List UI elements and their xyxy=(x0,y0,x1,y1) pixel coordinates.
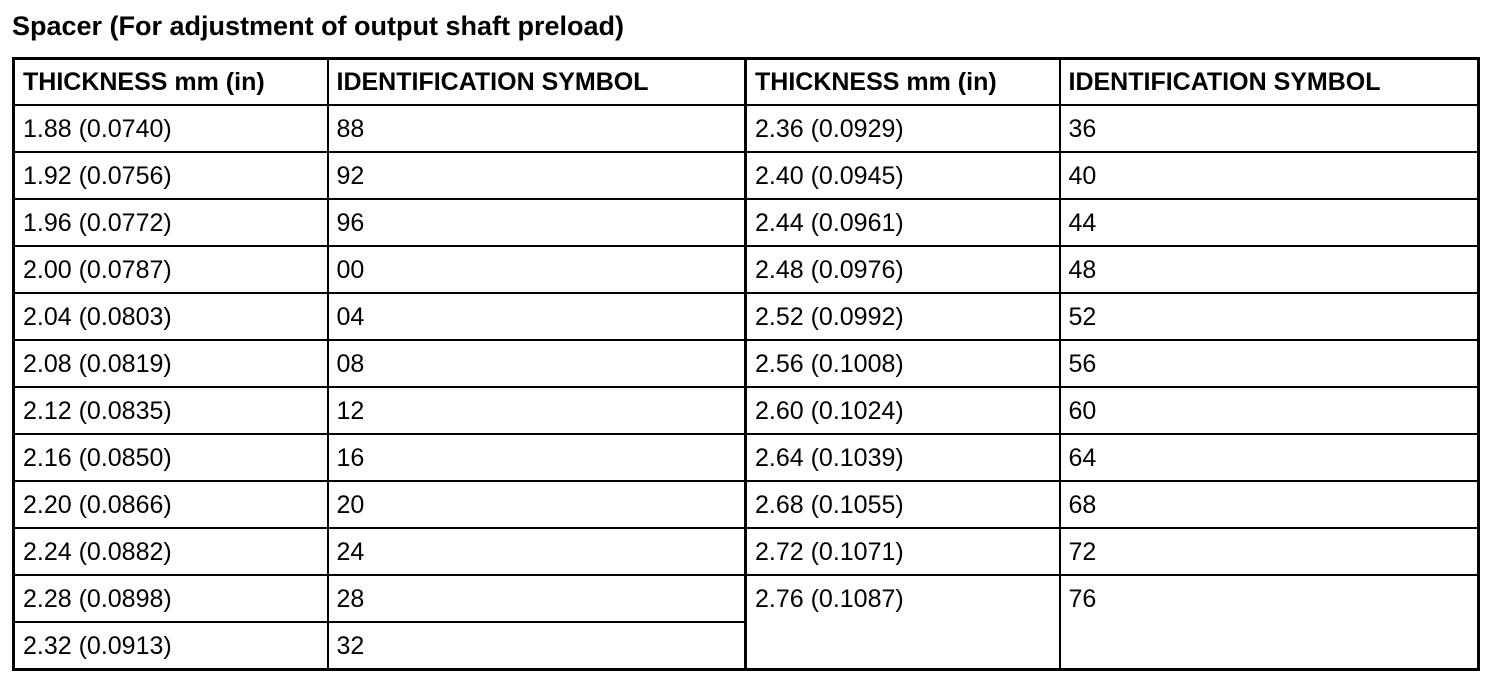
symbol-cell: 32 xyxy=(328,622,746,670)
symbol-cell: 92 xyxy=(328,152,746,199)
symbol-cell: 88 xyxy=(328,105,746,152)
table-row xyxy=(14,340,1479,387)
thickness-cell: 2.60 (0.1024) xyxy=(746,387,1060,434)
table-row xyxy=(14,199,1479,246)
table-row xyxy=(14,528,1479,575)
symbol-cell: 20 xyxy=(328,481,746,528)
thickness-cell: 2.52 (0.0992) xyxy=(746,293,1060,340)
thickness-cell: 1.88 (0.0740) xyxy=(14,105,328,152)
header-symbol-right: IDENTIFICATION SYMBOL xyxy=(1060,59,1479,106)
symbol-cell: 40 xyxy=(1060,152,1479,199)
table-title: Spacer (For adjustment of output shaft preload) xyxy=(12,11,625,41)
symbol-cell: 08 xyxy=(328,340,746,387)
table-row xyxy=(14,622,1479,670)
thickness-cell: 2.64 (0.1039) xyxy=(746,434,1060,481)
symbol-cell: 76 xyxy=(1060,575,1479,622)
thickness-cell: 1.92 (0.0756) xyxy=(14,152,328,199)
thickness-cell: 2.36 (0.0929) xyxy=(746,105,1060,152)
thickness-cell: 2.76 (0.1087) xyxy=(746,575,1060,622)
symbol-cell: 56 xyxy=(1060,340,1479,387)
thickness-cell: 2.28 (0.0898) xyxy=(14,575,328,622)
thickness-cell: 2.48 (0.0976) xyxy=(746,246,1060,293)
table-row xyxy=(14,152,1479,199)
symbol-cell: 00 xyxy=(328,246,746,293)
table-row xyxy=(14,481,1479,528)
symbol-cell: 68 xyxy=(1060,481,1479,528)
empty-cell xyxy=(746,622,1060,670)
thickness-cell: 2.04 (0.0803) xyxy=(14,293,328,340)
header-thickness-right: THICKNESS mm (in) xyxy=(746,59,1060,106)
header-row xyxy=(14,59,1479,106)
symbol-cell: 96 xyxy=(328,199,746,246)
symbol-cell: 44 xyxy=(1060,199,1479,246)
table-row xyxy=(14,105,1479,152)
empty-cell xyxy=(1060,622,1479,670)
thickness-cell: 2.72 (0.1071) xyxy=(746,528,1060,575)
table-row xyxy=(14,293,1479,340)
symbol-cell: 48 xyxy=(1060,246,1479,293)
spacer-thickness-table xyxy=(12,57,1480,671)
header-thickness-left: THICKNESS mm (in) xyxy=(14,59,328,106)
table-row xyxy=(14,387,1479,434)
symbol-cell: 36 xyxy=(1060,105,1479,152)
table-row xyxy=(14,434,1479,481)
thickness-cell: 2.56 (0.1008) xyxy=(746,340,1060,387)
thickness-cell: 2.32 (0.0913) xyxy=(14,622,328,670)
symbol-cell: 72 xyxy=(1060,528,1479,575)
thickness-cell: 2.16 (0.0850) xyxy=(14,434,328,481)
symbol-cell: 64 xyxy=(1060,434,1479,481)
symbol-cell: 52 xyxy=(1060,293,1479,340)
table-row xyxy=(14,246,1479,293)
header-symbol-left: IDENTIFICATION SYMBOL xyxy=(328,59,746,106)
symbol-cell: 04 xyxy=(328,293,746,340)
thickness-cell: 1.96 (0.0772) xyxy=(14,199,328,246)
thickness-cell: 2.00 (0.0787) xyxy=(14,246,328,293)
thickness-cell: 2.08 (0.0819) xyxy=(14,340,328,387)
thickness-cell: 2.44 (0.0961) xyxy=(746,199,1060,246)
thickness-cell: 2.24 (0.0882) xyxy=(14,528,328,575)
thickness-cell: 2.68 (0.1055) xyxy=(746,481,1060,528)
thickness-cell: 2.40 (0.0945) xyxy=(746,152,1060,199)
symbol-cell: 16 xyxy=(328,434,746,481)
thickness-cell: 2.12 (0.0835) xyxy=(14,387,328,434)
symbol-cell: 24 xyxy=(328,528,746,575)
symbol-cell: 28 xyxy=(328,575,746,622)
table-row xyxy=(14,575,1479,622)
thickness-cell: 2.20 (0.0866) xyxy=(14,481,328,528)
symbol-cell: 12 xyxy=(328,387,746,434)
symbol-cell: 60 xyxy=(1060,387,1479,434)
